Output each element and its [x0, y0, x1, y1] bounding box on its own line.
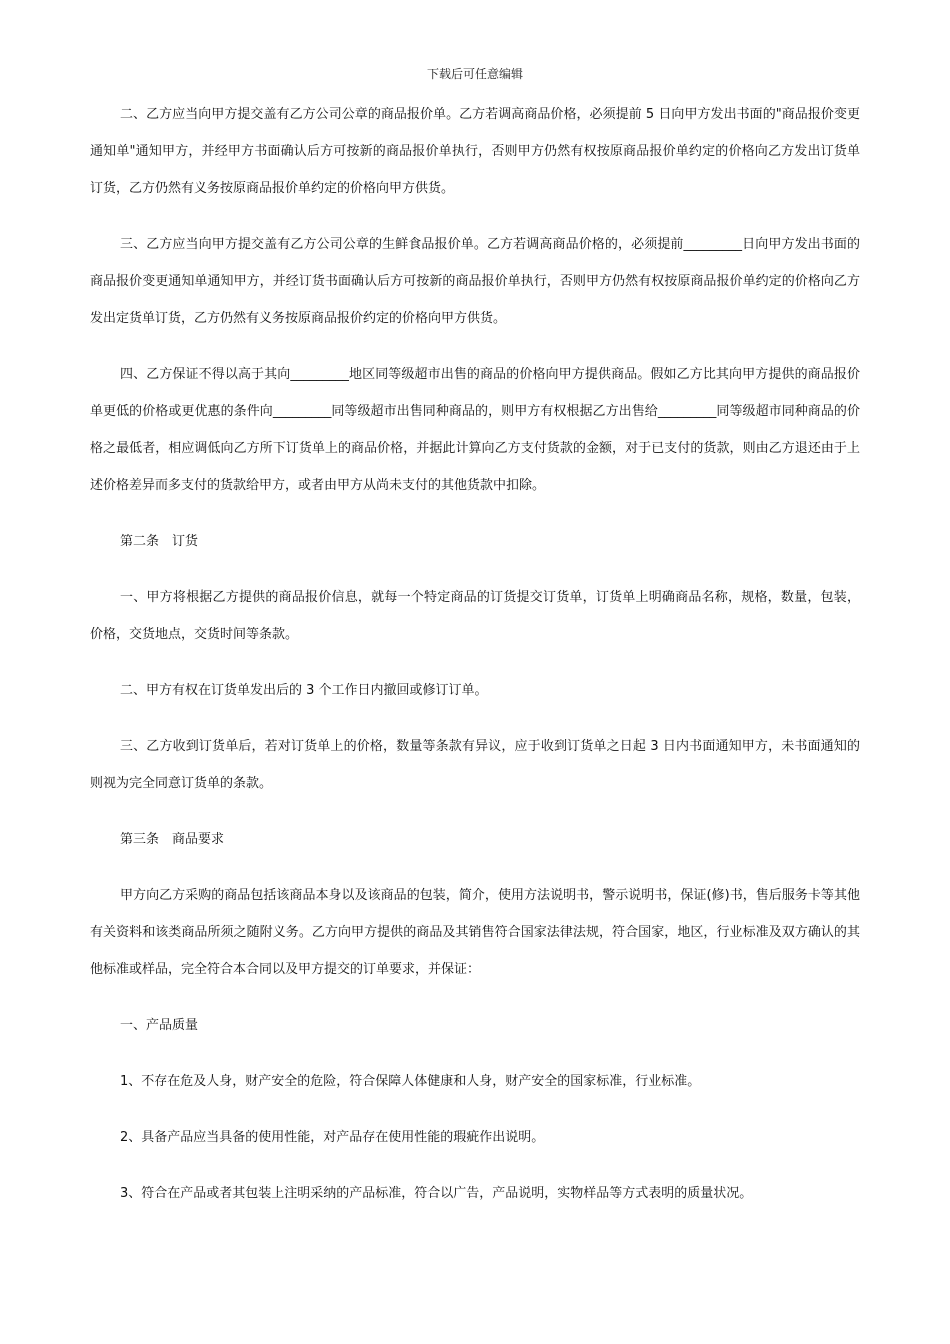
document-body	[90, 96, 860, 1231]
clause-price-quote-change: 二、乙方应当向甲方提交盖有乙方公司公章的商品报价单。乙方若调高商品价格，必须提前 5 日向甲方发出书面的"商品报价变更通知单"通知甲方，并经甲方书面确认后方可按新的商品报价单执行，否则甲方仍然有权按原商品报价单约定的价格向乙方发出订货单订货，乙方仍然有义务按原商品报价单约定的价格向甲方供货。	[90, 107, 860, 196]
clause-lowest-price-guarantee: 四、乙方保证不得以高于其向_________地区同等级超市出售的商品的价格向甲方提供商品。假如乙方比其向甲方提供的商品报价单更低的价格或更优惠的条件向_________同等级超市出售同种商品的，则甲方有权根据乙方出售给_________同等级超市同种商品的价格之最低者，相应调低向乙方所下订货单上的商品价格，并据此计算向乙方支付货款的金额，对于已支付的货款，则由乙方退还由于上述价格差异而多支付的货款给甲方，或者由甲方从尚未支付的其他货款中扣除。	[90, 367, 860, 493]
page-header: 下载后可任意编辑	[426, 67, 523, 81]
clause-order-submission: 一、甲方将根据乙方提供的商品报价信息，就每一个特定商品的订货提交订货单，订货单上明确商品名称，规格，数量，包装，价格，交货地点，交货时间等条款。	[90, 590, 860, 642]
clause-order-withdrawal: 二、甲方有权在订货单发出后的 3 个工作日内撤回或修订订单。	[120, 683, 488, 698]
article-3-heading: 第三条 商品要求	[120, 832, 225, 847]
clause-order-objection: 三、乙方收到订货单后，若对订货单上的价格，数量等条款有异议，应于收到订货单之日起 3 日内书面通知甲方，未书面通知的则视为完全同意订货单的条款。	[90, 739, 860, 791]
article-2-heading: 第二条 订货	[120, 534, 199, 549]
section-product-quality-heading: 一、产品质量	[120, 1018, 199, 1033]
quality-item-3: 3、符合在产品或者其包装上注明采纳的产品标准，符合以广告，产品说明，实物样品等方式表明的质量状况。	[120, 1186, 753, 1201]
quality-item-2: 2、具备产品应当具备的使用性能，对产品存在使用性能的瑕疵作出说明。	[120, 1130, 545, 1145]
quality-item-1: 1、不存在危及人身，财产安全的危险，符合保障人体健康和人身，财产安全的国家标准，行业标准。	[120, 1074, 701, 1089]
clause-fresh-food-quote: 三、乙方应当向甲方提交盖有乙方公司公章的生鲜食品报价单。乙方若调高商品价格的，必须提前_________日向甲方发出书面的商品报价变更通知单通知甲方，并经订货书面确认后方可按新的商品报价单执行，否则甲方仍然有权按原商品报价单约定的价格向乙方发出定货单订货，乙方仍然有义务按原商品报价约定的价格向甲方供货。	[90, 237, 860, 326]
clause-product-requirements: 甲方向乙方采购的商品包括该商品本身以及该商品的包装，简介，使用方法说明书，警示说明书，保证(修)书，售后服务卡等其他有关资料和该类商品所须之随附义务。乙方向甲方提供的商品及其销售符合国家法律法规，符合国家，地区，行业标准及双方确认的其他标准或样品，完全符合本合同以及甲方提交的订单要求，并保证：	[90, 888, 860, 977]
